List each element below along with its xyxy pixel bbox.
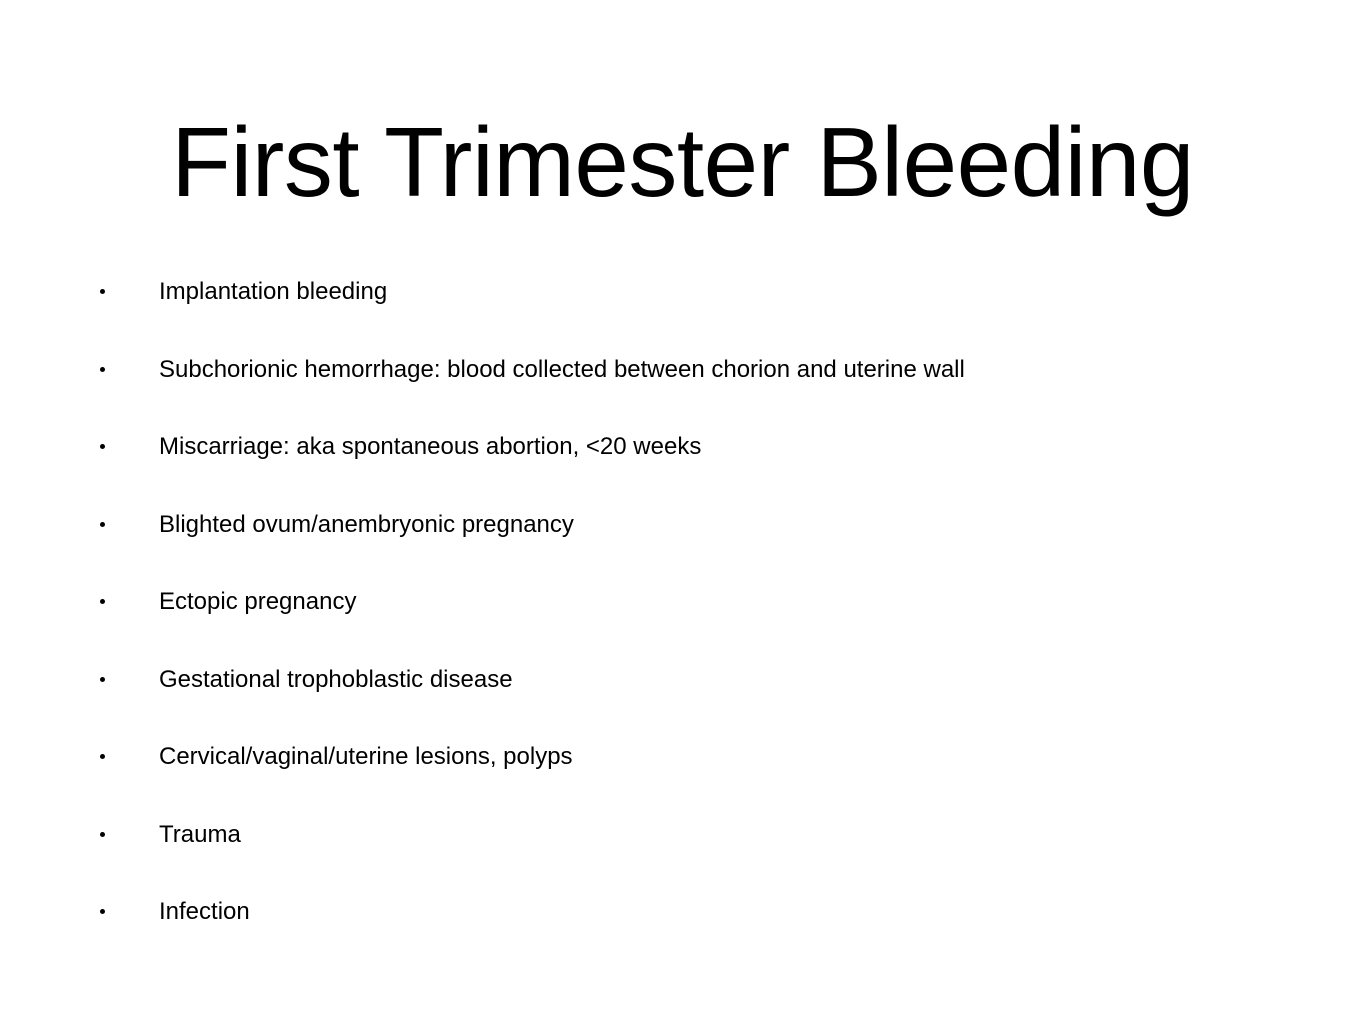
list-item xyxy=(0,660,1365,738)
bullet-list xyxy=(0,272,1365,970)
bullet-icon xyxy=(100,909,105,914)
bullet-icon xyxy=(100,522,105,527)
bullet-text: Infection xyxy=(159,898,250,925)
list-item xyxy=(0,737,1365,815)
bullet-text: Trauma xyxy=(159,820,241,848)
list-item xyxy=(0,582,1365,660)
bullet-text: Implantation bleeding xyxy=(159,278,388,305)
bullet-text: Subchorionic hemorrhage: blood collected between chorion and uterine wall xyxy=(159,355,965,383)
bullet-text: Ectopic pregnancy xyxy=(159,588,357,615)
bullet-text: Miscarriage: aka spontaneous abortion, <20 weeks xyxy=(159,433,702,460)
bullet-icon xyxy=(100,832,105,837)
slide-title: First Trimester Bleeding xyxy=(171,107,1194,217)
bullet-icon xyxy=(100,289,105,294)
bullet-text: Gestational trophoblastic disease xyxy=(159,665,513,693)
list-item xyxy=(0,272,1365,350)
list-item xyxy=(0,892,1365,970)
list-item xyxy=(0,427,1365,505)
bullet-icon xyxy=(100,599,105,604)
list-item xyxy=(0,505,1365,583)
bullet-icon xyxy=(100,754,105,759)
list-item xyxy=(0,815,1365,893)
bullet-icon xyxy=(100,677,105,682)
bullet-icon xyxy=(100,367,105,372)
bullet-icon xyxy=(100,444,105,449)
bullet-text: Cervical/vaginal/uterine lesions, polyps xyxy=(159,743,573,770)
bullet-text: Blighted ovum/anembryonic pregnancy xyxy=(159,510,574,538)
list-item xyxy=(0,350,1365,428)
